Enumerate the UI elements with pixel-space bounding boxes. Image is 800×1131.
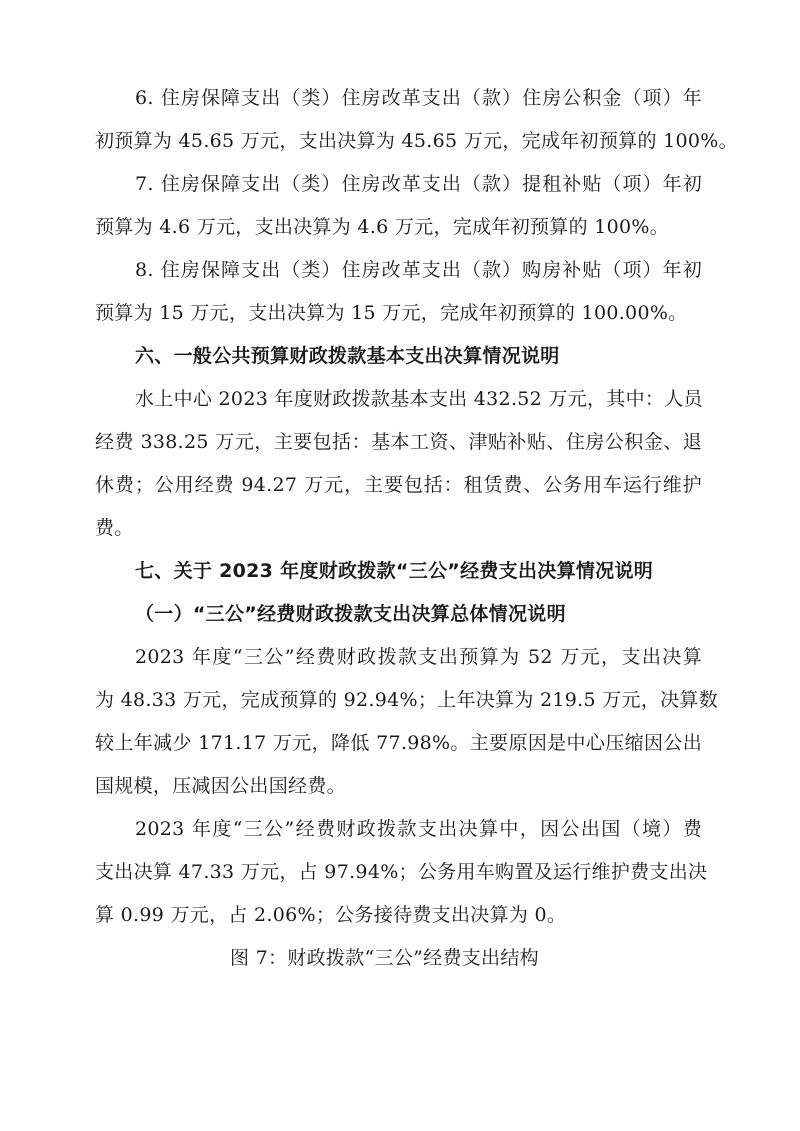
section-7-heading: 七、关于 2023 年度财政拨款“三公”经费支出决算情况说明 bbox=[135, 560, 654, 582]
paragraph-7-line-2: 预算为 4.6 万元，支出决算为 4.6 万元，完成年初预算的 100%。 bbox=[95, 216, 670, 238]
section-7-para-1-line-1: 2023 年度“三公”经费财政拨款支出预算为 52 万元，支出决算 bbox=[135, 646, 702, 668]
section-6-line-3: 休费；公用经费 94.27 万元，主要包括：租赁费、公务用车运行维护 bbox=[95, 474, 702, 496]
paragraph-8-line-2: 预算为 15 万元，支出决算为 15 万元，完成年初预算的 100.00%。 bbox=[95, 302, 688, 324]
section-6-line-4: 费。 bbox=[95, 517, 134, 539]
paragraph-6-line-1: 6. 住房保障支出（类）住房改革支出（款）住房公积金（项）年 bbox=[135, 87, 702, 109]
paragraph-7-line-1: 7. 住房保障支出（类）住房改革支出（款）提租补贴（项）年初 bbox=[135, 173, 702, 195]
section-7-para-2-line-3: 算 0.99 万元，占 2.06%；公务接待费支出决算为 0。 bbox=[95, 904, 567, 926]
section-7-para-1-line-2: 为 48.33 万元，完成预算的 92.94%；上年决算为 219.5 万元，决算数 bbox=[95, 689, 719, 711]
section-7-para-2-line-1: 2023 年度“三公”经费财政拨款支出决算中，因公出国（境）费 bbox=[135, 818, 702, 840]
paragraph-8-line-1: 8. 住房保障支出（类）住房改革支出（款）购房补贴（项）年初 bbox=[135, 259, 702, 281]
figure-caption: 图 7：财政拨款“三公”经费支出结构 bbox=[230, 947, 539, 969]
section-6-heading: 六、一般公共预算财政拨款基本支出决算情况说明 bbox=[135, 345, 560, 367]
section-6-line-1: 水上中心 2023 年度财政拨款基本支出 432.52 万元，其中：人员 bbox=[135, 388, 703, 410]
section-6-line-2: 经费 338.25 万元，主要包括：基本工资、津贴补贴、住房公积金、退 bbox=[95, 431, 702, 453]
section-7-para-1-line-4: 国规模，压减因公出国经费。 bbox=[95, 775, 346, 797]
section-7-para-1-line-3: 较上年减少 171.17 万元，降低 77.98%。主要原因是中心压缩因公出 bbox=[95, 732, 702, 754]
section-7-subheading: （一）“三公”经费财政拨款支出决算总体情况说明 bbox=[135, 603, 566, 625]
paragraph-6-line-2: 初预算为 45.65 万元，支出决算为 45.65 万元，完成年初预算的 100%。 bbox=[95, 130, 738, 152]
section-7-para-2-line-2: 支出决算 47.33 万元，占 97.94%；公务用车购置及运行维护费支出决 bbox=[95, 861, 708, 883]
